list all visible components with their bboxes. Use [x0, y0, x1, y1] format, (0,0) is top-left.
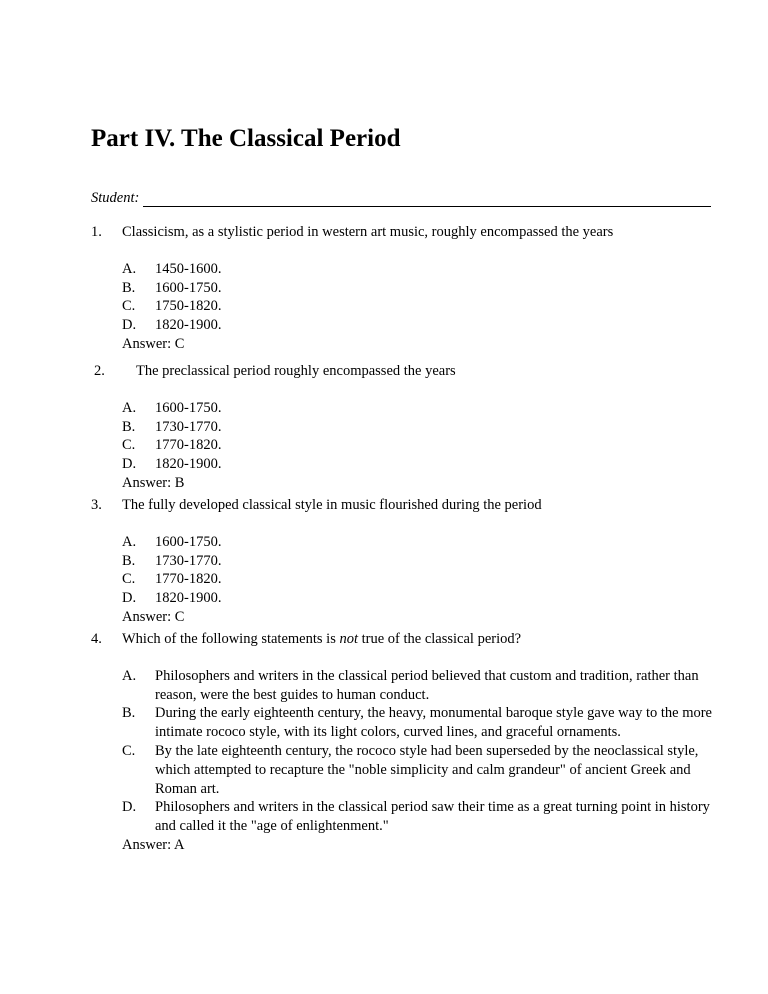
choice-letter: A. [122, 399, 137, 416]
choice-letter: D. [122, 590, 137, 607]
choice-letter: B. [122, 552, 136, 569]
choice-c [122, 297, 731, 316]
choice-letter: C. [122, 571, 136, 588]
choice-text: Philosophers and writers in the classical period believed that custom and tradition, rather than reason, were the best guides to human conduct. [155, 667, 699, 703]
choice-a [122, 533, 731, 552]
choice-letter: C. [122, 742, 136, 759]
student-field [91, 190, 711, 207]
choice-text: 1820-1900. [155, 456, 222, 473]
choice-letter: D. [122, 799, 137, 816]
choice-c [122, 742, 731, 798]
question-2 [91, 362, 731, 493]
choice-c [122, 570, 731, 589]
answer-key: Answer: B [122, 474, 185, 491]
answer-key: Answer: A [122, 836, 185, 853]
choice-text: 1450-1600. [155, 260, 222, 277]
choice-text: 1730-1770. [155, 552, 222, 569]
choice-text: 1770-1820. [155, 437, 222, 454]
question-number: 2. [94, 363, 105, 379]
question-1 [91, 223, 731, 354]
choice-letter: C. [122, 437, 136, 454]
choice-b [122, 418, 731, 437]
choice-letter: D. [122, 456, 137, 473]
choice-d [122, 316, 731, 335]
question-text: The fully developed classical style in music flourished during the period [122, 497, 542, 513]
question-3 [91, 496, 731, 627]
choice-d [122, 589, 731, 608]
choice-text: 1820-1900. [155, 590, 222, 607]
choice-list [122, 399, 731, 474]
choice-letter: C. [122, 298, 136, 315]
choice-d [122, 798, 731, 836]
choice-text: Philosophers and writers in the classical period saw their time as a great turning point in history and called it the "age of enlightenment." [155, 799, 710, 835]
choice-letter: B. [122, 418, 136, 435]
question-4 [91, 630, 731, 855]
student-name-blank [143, 192, 711, 207]
choice-a [122, 667, 731, 705]
choice-letter: B. [122, 279, 136, 296]
question-number: 4. [91, 631, 102, 647]
question-text: The preclassical period roughly encompassed the years [136, 363, 456, 379]
choice-text: During the early eighteenth century, the heavy, monumental baroque style gave way to the more intimate rococo style, with its light colors, curved lines, and graceful ornaments. [155, 705, 712, 741]
question-number: 1. [91, 224, 102, 240]
choice-letter: A. [122, 667, 137, 684]
choice-c [122, 436, 731, 455]
choice-text: 1730-1770. [155, 418, 222, 435]
choice-letter: A. [122, 533, 137, 550]
choice-d [122, 455, 731, 474]
question-text-end: true of the classical period? [358, 631, 522, 647]
choice-a [122, 260, 731, 279]
choice-letter: D. [122, 317, 137, 334]
choice-letter: B. [122, 705, 136, 722]
question-text [122, 630, 731, 649]
choice-letter: A. [122, 260, 137, 277]
choice-b [122, 704, 731, 742]
choice-list [122, 533, 731, 608]
question-text-start: Which of the following statements is [122, 631, 340, 647]
choice-text: 1820-1900. [155, 317, 222, 334]
choice-text: 1770-1820. [155, 571, 222, 588]
choice-list [122, 667, 731, 836]
choice-text: 1600-1750. [155, 279, 222, 296]
choice-list [122, 260, 731, 335]
student-label: Student: [91, 190, 140, 206]
choice-b [122, 552, 731, 571]
question-text-emphasis: not [339, 631, 358, 647]
question-number: 3. [91, 497, 102, 513]
page-title: Part IV. The Classical Period [91, 125, 401, 152]
choice-b [122, 279, 731, 298]
choice-text: 1750-1820. [155, 298, 222, 315]
choice-text: 1600-1750. [155, 399, 222, 416]
choice-a [122, 399, 731, 418]
answer-key: Answer: C [122, 608, 185, 625]
answer-key: Answer: C [122, 335, 185, 352]
choice-text: By the late eighteenth century, the rococo style had been superseded by the neoclassical style, which attempted to recapture the "noble simplicity and calm grandeur" of ancient Greek and Roman art. [155, 742, 699, 797]
question-text: Classicism, as a stylistic period in western art music, roughly encompassed the years [122, 224, 614, 240]
choice-text: 1600-1750. [155, 533, 222, 550]
